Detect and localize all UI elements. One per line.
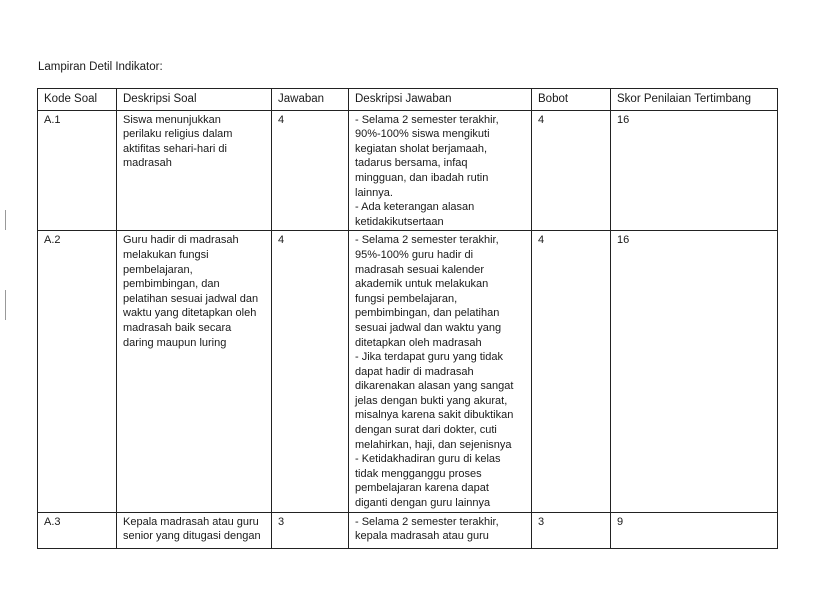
cell-deskripsi-soal: Guru hadir di madrasah melakukan fungsi pembelajaran, pembimbingan, dan pelatihan sesuai jadwal dan waktu yang ditetapkan oleh madrasah baik secara daring maupun luring [117,231,272,512]
scan-artifact [5,290,6,320]
header-jawaban: Jawaban [272,89,349,111]
table-row [38,512,778,548]
document-title: Lampiran Detil Indikator: [38,61,163,73]
cell-skor: 16 [611,110,778,231]
cell-kode: A.2 [38,231,117,512]
indicator-table [37,88,778,549]
header-skor: Skor Penilaian Tertimbang [611,89,778,111]
header-deskripsi-jawaban: Deskripsi Jawaban [349,89,532,111]
cell-deskripsi-soal: Kepala madrasah atau guru senior yang ditugasi dengan [117,512,272,548]
cell-bobot: 4 [532,231,611,512]
header-kode-soal: Kode Soal [38,89,117,111]
cell-bobot: 3 [532,512,611,548]
scan-artifact [5,210,6,230]
table-row [38,110,778,231]
cell-deskripsi-jawaban: - Selama 2 semester terakhir, 90%-100% siswa mengikuti kegiatan sholat berjamaah, tadarus bersama, infaq mingguan, dan ibadah rutin lainnya. - Ada keterangan alasan ketidakikutsertaan [349,110,532,231]
cell-jawaban: 3 [272,512,349,548]
header-bobot: Bobot [532,89,611,111]
table-row [38,231,778,512]
cell-jawaban: 4 [272,110,349,231]
cell-bobot: 4 [532,110,611,231]
cell-kode: A.1 [38,110,117,231]
cell-deskripsi-jawaban: - Selama 2 semester terakhir, kepala madrasah atau guru [349,512,532,548]
cell-skor: 16 [611,231,778,512]
cell-deskripsi-jawaban: - Selama 2 semester terakhir, 95%-100% guru hadir di madrasah sesuai kalender akademik untuk melakukan fungsi pembelajaran, pembimbingan, dan pelatihan sesuai jadwal dan waktu yang ditetapkan oleh madrasah - Jika terdapat guru yang tidak dapat hadir di madrasah dikarenakan alasan yang sangat jelas dengan bukti yang akurat, misalnya karena sakit dibuktikan dengan surat dari dokter, cuti melahirkan, haji, dan sejenisnya - Ketidakhadiran guru di kelas tidak mengganggu proses pembelajaran karena dapat diganti dengan guru lainnya [349,231,532,512]
header-deskripsi-soal: Deskripsi Soal [117,89,272,111]
table-header-row [38,89,778,111]
cell-skor: 9 [611,512,778,548]
cell-jawaban: 4 [272,231,349,512]
cell-kode: A.3 [38,512,117,548]
cell-deskripsi-soal: Siswa menunjukkan perilaku religius dalam aktifitas sehari-hari di madrasah [117,110,272,231]
